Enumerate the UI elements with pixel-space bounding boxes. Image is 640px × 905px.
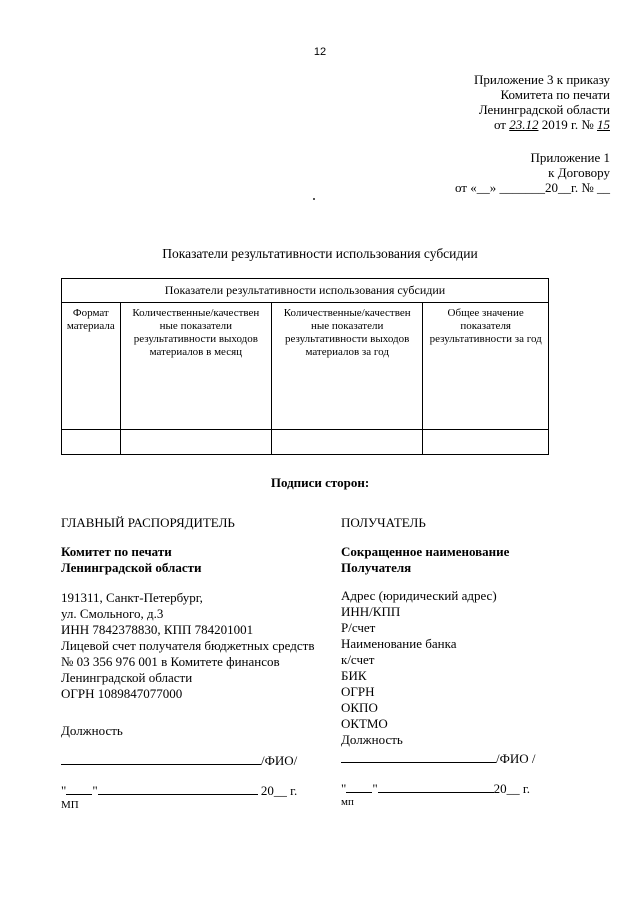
- contract-appendix-line: Приложение 1: [530, 150, 610, 165]
- month-line: [378, 780, 494, 793]
- left-fio-line: [61, 752, 297, 769]
- left-detail-line: ИНН 7842378830, КПП 784201001: [61, 622, 254, 637]
- right-detail-line: БИК: [341, 668, 367, 683]
- left-details: [61, 590, 314, 702]
- right-stamp-label: мп: [341, 796, 354, 808]
- right-org: [341, 544, 509, 576]
- right-detail-line: ОГРН: [341, 684, 375, 699]
- table-header: Показатели результативности использования субсидии: [62, 279, 549, 303]
- left-date-line: [61, 782, 297, 799]
- right-org-line: Сокращенное наименование: [341, 544, 510, 559]
- right-detail-line: к/счет: [341, 652, 375, 667]
- scan-dot: [313, 198, 315, 200]
- month-line: [98, 782, 258, 795]
- right-details: [341, 588, 497, 748]
- table-cell: [423, 430, 549, 455]
- left-detail-line: ул. Смольного, д.3: [61, 606, 164, 621]
- table-column-header: Количественные/качествен ные показатели результативности выходов материалов за год: [272, 303, 423, 430]
- right-detail-line: Должность: [341, 732, 403, 747]
- left-fio-label: /ФИО/: [261, 753, 298, 768]
- right-date-line: [341, 780, 530, 797]
- document-title: Показатели результативности использования субсидии: [162, 246, 478, 261]
- left-date-year: 20__ г.: [260, 783, 298, 798]
- order-number-handwritten: 15: [597, 117, 610, 132]
- left-detail-line: Лицевой счет получателя бюджетных средств: [61, 638, 315, 653]
- table-cell: [62, 430, 121, 455]
- order-appendix-line: Ленинградской области: [478, 102, 610, 117]
- table-row: [62, 430, 549, 455]
- order-date-handwritten: 23.12: [509, 117, 539, 132]
- contract-appendix-line: к Договору: [548, 165, 610, 180]
- table-cell: [272, 430, 423, 455]
- left-position-label: Должность: [61, 723, 123, 738]
- left-org: [61, 544, 202, 576]
- contract-appendix: [455, 150, 610, 195]
- left-detail-line: 191311, Санкт-Петербург,: [61, 590, 203, 605]
- order-appendix: [474, 72, 610, 132]
- right-date-year: 20__ г.: [493, 781, 530, 796]
- quote-open: ": [341, 781, 347, 796]
- table-column-header: Общее значение показателя результативности за год: [423, 303, 549, 430]
- left-detail-line: Ленинградской области: [61, 670, 193, 685]
- right-detail-line: Адрес (юридический адрес): [341, 588, 497, 603]
- left-org-line: Комитет по печати: [61, 544, 172, 559]
- table-column-header: Количественные/качествен ные показатели результативности выходов материалов в месяц: [120, 303, 271, 430]
- quote-close: ": [92, 783, 98, 798]
- day-line: [66, 782, 92, 795]
- order-date-mid: 2019 г. №: [541, 117, 594, 132]
- signature-line: [341, 750, 496, 763]
- right-fio-line: [341, 750, 536, 767]
- table-cell: [120, 430, 271, 455]
- signature-line: [61, 752, 261, 765]
- right-detail-line: Наименование банка: [341, 636, 457, 651]
- right-detail-line: ОКТМО: [341, 716, 388, 731]
- day-line: [346, 780, 372, 793]
- order-date-line: [474, 117, 610, 132]
- right-detail-line: Р/счет: [341, 620, 376, 635]
- quote-close: ": [372, 781, 378, 796]
- contract-appendix-line: от «__» _______20__г. № __: [454, 180, 610, 195]
- quote-open: ": [61, 783, 67, 798]
- right-fio-label: /ФИО /: [496, 751, 536, 766]
- left-detail-line: № 03 356 976 001 в Комитете финансов: [61, 654, 280, 669]
- page-number: 12: [313, 46, 327, 58]
- left-detail-line: ОГРН 1089847077000: [61, 686, 183, 701]
- order-appendix-line: Комитета по печати: [500, 87, 610, 102]
- left-org-line: Ленинградской области: [61, 560, 202, 575]
- right-org-line: Получателя: [341, 560, 412, 575]
- signatures-title: Подписи сторон:: [270, 475, 370, 490]
- right-detail-line: ИНН/КПП: [341, 604, 401, 619]
- order-appendix-line: Приложение 3 к приказу: [473, 72, 610, 87]
- right-role: ПОЛУЧАТЕЛЬ: [341, 515, 426, 530]
- indicators-table: [61, 278, 549, 455]
- left-stamp-label: МП: [61, 799, 79, 811]
- order-date-prefix: от: [493, 117, 506, 132]
- left-role: ГЛАВНЫЙ РАСПОРЯДИТЕЛЬ: [61, 515, 235, 530]
- table-column-header: Формат материала: [62, 303, 121, 430]
- right-detail-line: ОКПО: [341, 700, 378, 715]
